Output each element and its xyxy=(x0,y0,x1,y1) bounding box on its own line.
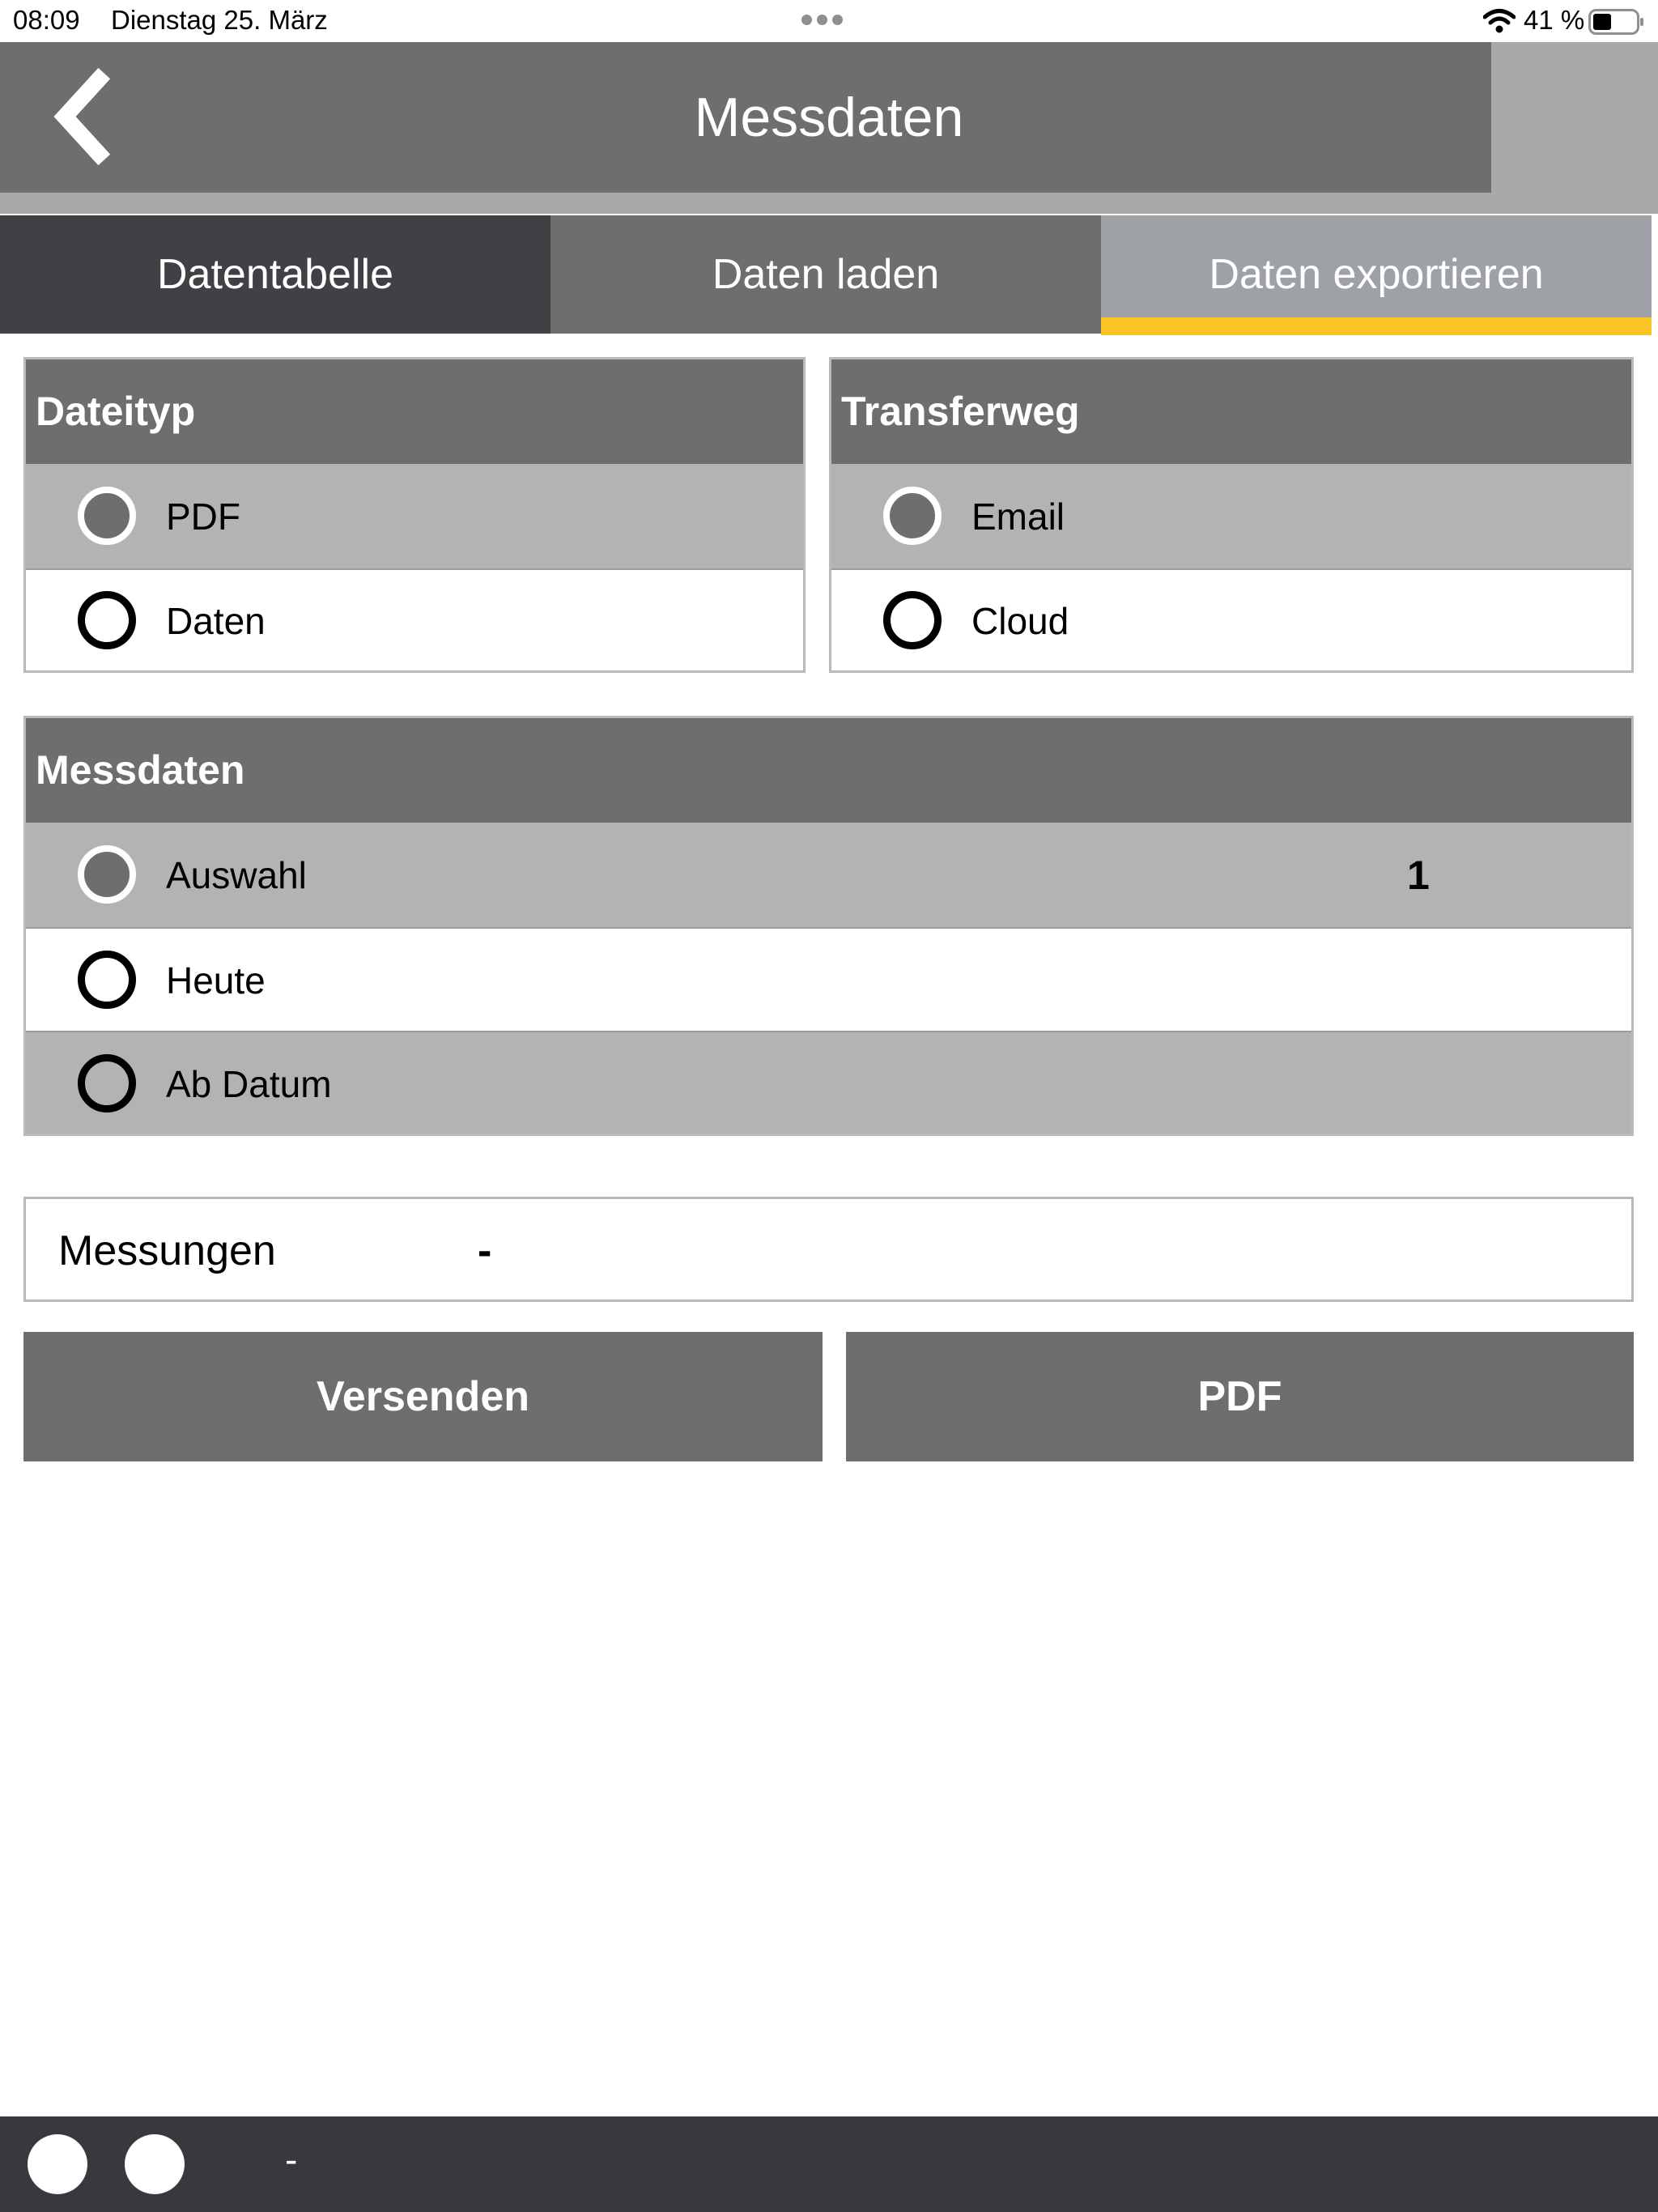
option-label: Email xyxy=(971,496,1065,538)
bottom-status-bar xyxy=(0,2116,1658,2212)
option-label: PDF xyxy=(166,496,240,538)
radio-option-heute[interactable] xyxy=(26,927,1631,1031)
header-divider xyxy=(0,193,1658,214)
bottom-status-text: - xyxy=(285,2138,298,2180)
radio-option-cloud[interactable] xyxy=(831,568,1631,670)
messdaten-panel xyxy=(23,716,1634,1136)
radio-option-email[interactable] xyxy=(831,464,1631,568)
radio-selected-icon xyxy=(78,487,136,545)
radio-unselected-icon xyxy=(78,591,136,649)
option-label: Daten xyxy=(166,600,266,642)
option-label: Auswahl xyxy=(166,854,307,896)
pdf-button[interactable]: PDF xyxy=(846,1332,1634,1461)
transferweg-header: Transferweg xyxy=(831,359,1631,464)
active-tab-indicator xyxy=(1101,317,1652,335)
status-indicator-icon xyxy=(28,2134,87,2194)
versenden-button[interactable]: Versenden xyxy=(23,1332,823,1461)
radio-option-daten[interactable] xyxy=(26,568,803,670)
wifi-icon xyxy=(1483,8,1516,34)
radio-selected-icon xyxy=(883,487,942,545)
status-date: Dienstag 25. März xyxy=(111,5,328,35)
selection-count: 1 xyxy=(1407,853,1430,898)
tab-datentabelle[interactable]: Datentabelle xyxy=(0,215,551,334)
radio-selected-icon xyxy=(78,845,136,904)
dateityp-panel xyxy=(23,357,806,673)
radio-unselected-icon xyxy=(78,1054,136,1112)
battery-percentage: 41 % xyxy=(1524,5,1585,35)
status-time: 08:09 xyxy=(13,5,80,35)
option-label: Cloud xyxy=(971,600,1069,642)
status-indicator-icon xyxy=(125,2134,185,2194)
tab-daten-exportieren[interactable]: Daten exportieren xyxy=(1101,215,1652,334)
messungen-label: Messungen xyxy=(58,1227,276,1274)
battery-icon xyxy=(1588,9,1645,35)
chevron-left-icon xyxy=(49,68,121,165)
transferweg-panel xyxy=(829,357,1634,673)
page-title: Messdaten xyxy=(694,87,964,148)
option-label: Ab Datum xyxy=(166,1063,332,1105)
radio-option-pdf[interactable] xyxy=(26,464,803,568)
messdaten-header: Messdaten xyxy=(26,718,1631,823)
option-label: Heute xyxy=(166,959,266,1002)
radio-option-auswahl[interactable] xyxy=(26,823,1631,927)
back-button[interactable] xyxy=(49,68,121,165)
radio-option-ab-datum[interactable] xyxy=(26,1031,1631,1134)
messungen-value: - xyxy=(478,1227,492,1274)
multitasking-dots-icon[interactable] xyxy=(801,15,852,26)
tab-daten-laden[interactable]: Daten laden xyxy=(551,215,1101,334)
radio-unselected-icon xyxy=(78,951,136,1009)
radio-unselected-icon xyxy=(883,591,942,649)
dateityp-header: Dateityp xyxy=(26,359,803,464)
